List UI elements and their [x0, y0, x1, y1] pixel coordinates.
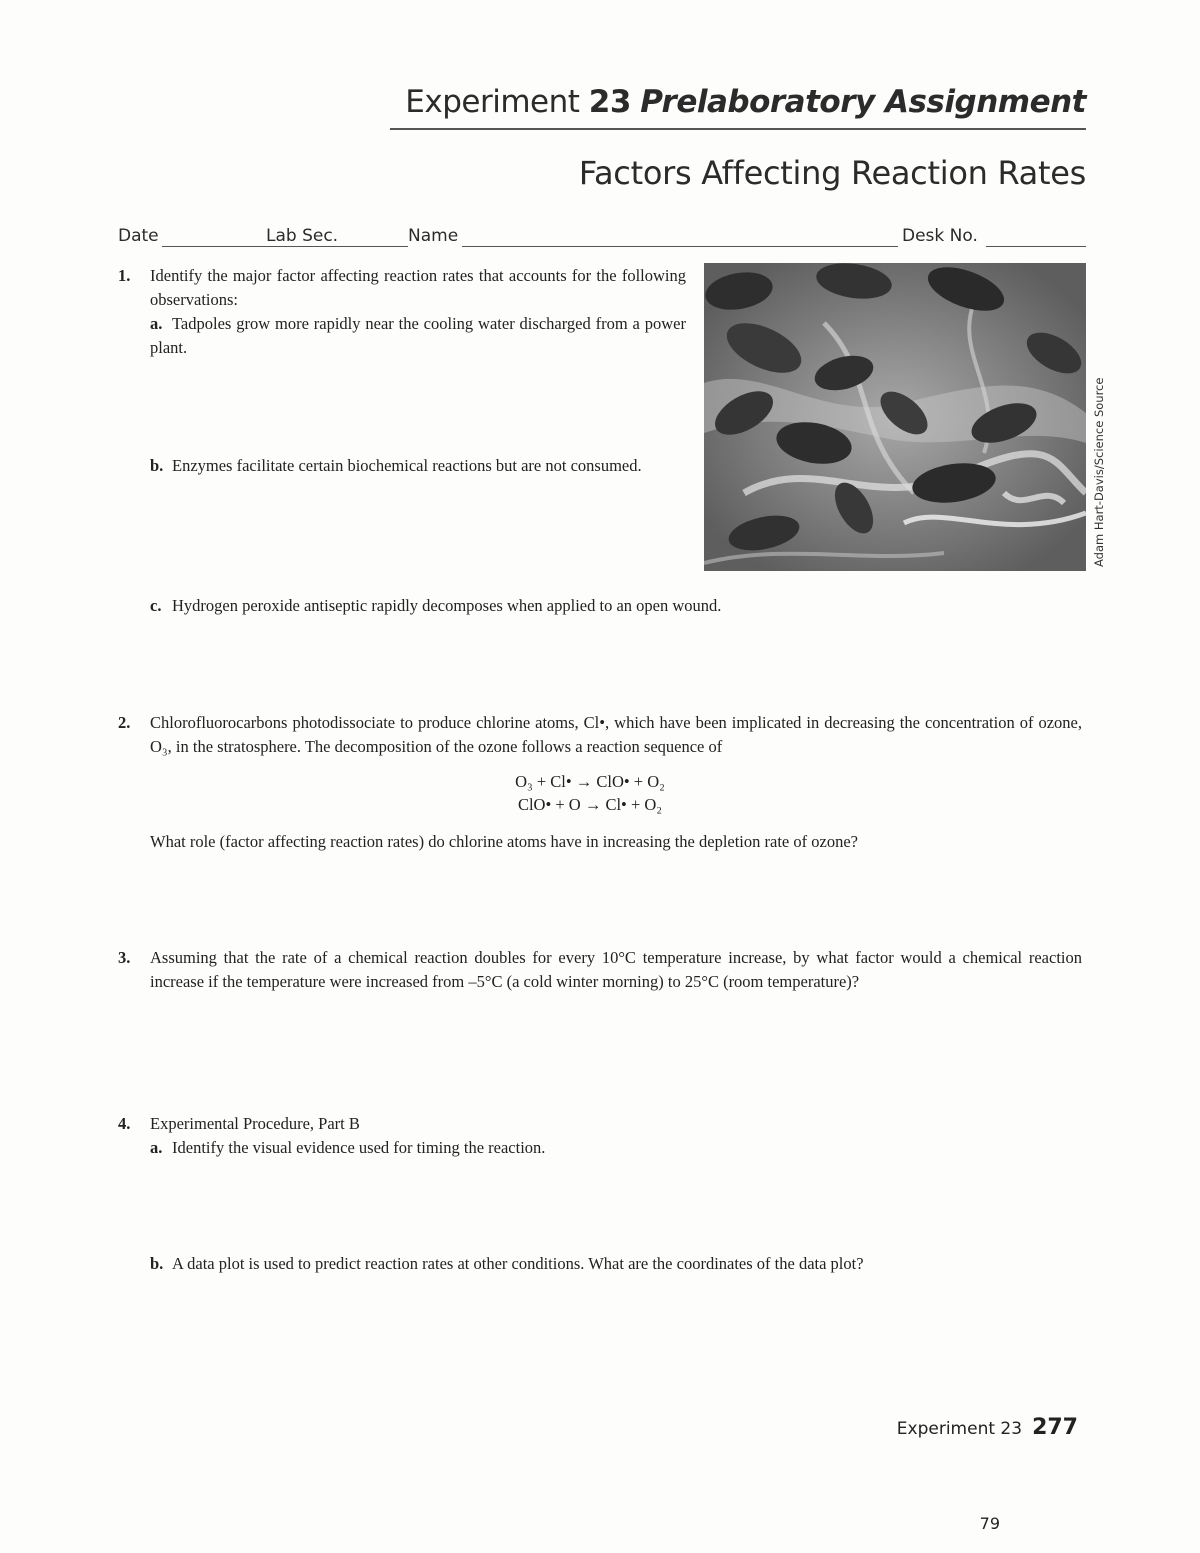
name-label: Name [408, 226, 459, 246]
question-3-text: Assuming that the rate of a chemical reaction doubles for every 10°C temperature increase, by what factor would a chemical reaction increase if the temperature were increased from –5°C (a cold winter morning) to 25°C (room temperature)? [150, 948, 1082, 991]
question-4-number: 4. [118, 1114, 131, 1133]
question-1a [150, 312, 686, 360]
title-divider [390, 128, 1086, 130]
question-1b [150, 454, 686, 478]
question-1b-text: Enzymes facilitate certain biochemical reactions but are not consumed. [172, 456, 642, 475]
page-subtitle: Factors Affecting Reaction Rates [578, 154, 1086, 192]
reaction-equation-2: ClO• + O → Cl• + O₂ [517, 795, 663, 814]
question-2 [118, 711, 1082, 759]
desk-no-label: Desk No. [902, 226, 978, 246]
question-4b [150, 1252, 1070, 1276]
question-2-prompt: What role (factor affecting reaction rates) do chlorine atoms have in increasing the depletion rate of ozone? [150, 832, 858, 851]
student-info-fields [118, 226, 1086, 252]
question-1-text: Identify the major factor affecting reaction rates that accounts for the following observations: [150, 266, 686, 309]
question-4b-text: A data plot is used to predict reaction rates at other conditions. What are the coordinates of the data plot? [172, 1254, 864, 1273]
question-1-number: 1. [118, 266, 131, 285]
question-4a-label: a. [150, 1138, 163, 1157]
tadpoles-image [704, 263, 1086, 571]
tadpoles-photo [704, 263, 1086, 571]
lab-sec-field[interactable] [344, 246, 408, 247]
desk-no-field[interactable] [986, 246, 1086, 247]
question-4b-label: b. [150, 1254, 164, 1273]
question-4a-text: Identify the visual evidence used for timing the reaction. [172, 1138, 546, 1157]
question-4a [150, 1136, 1050, 1160]
photo-credit: Adam Hart-Davis/Science Source [1092, 377, 1106, 567]
question-1 [118, 264, 686, 312]
lab-sec-label: Lab Sec. [266, 226, 339, 246]
question-4-text: Experimental Procedure, Part B [150, 1114, 360, 1133]
question-2-number: 2. [118, 713, 131, 732]
question-3 [118, 946, 1082, 994]
question-2-text: Chlorofluorocarbons photodissociate to produce chlorine atoms, Cl•, which have been implicated in decreasing the concentration of ozone, O₃, in the stratosphere. The decomposition of the ozone follows a reaction sequence of [150, 713, 1082, 756]
reaction-equation-1: O₃ + Cl• → ClO• + O₂ [515, 772, 665, 791]
experiment-word: Experiment [405, 84, 580, 120]
footer-label: Experiment 23 [896, 1419, 1023, 1439]
question-1c-text: Hydrogen peroxide antiseptic rapidly decomposes when applied to an open wound. [172, 596, 722, 615]
name-field[interactable] [462, 246, 898, 247]
experiment-number: 23 [588, 84, 631, 120]
experiment-title [390, 84, 1086, 120]
question-1b-label: b. [150, 456, 164, 475]
date-label: Date [118, 226, 159, 246]
page-footer [820, 1415, 1078, 1440]
question-1a-text: Tadpoles grow more rapidly near the cooling water discharged from a power plant. [150, 314, 686, 357]
question-1c [150, 594, 950, 618]
question-1c-label: c. [150, 596, 162, 615]
question-1a-label: a. [150, 314, 163, 333]
page-number: 277 [1032, 1415, 1078, 1440]
scan-page-mark: 79 [979, 1514, 1000, 1533]
question-4 [118, 1112, 1082, 1136]
question-3-number: 3. [118, 948, 131, 967]
assignment-title: Prelaboratory Assignment [640, 84, 1086, 120]
